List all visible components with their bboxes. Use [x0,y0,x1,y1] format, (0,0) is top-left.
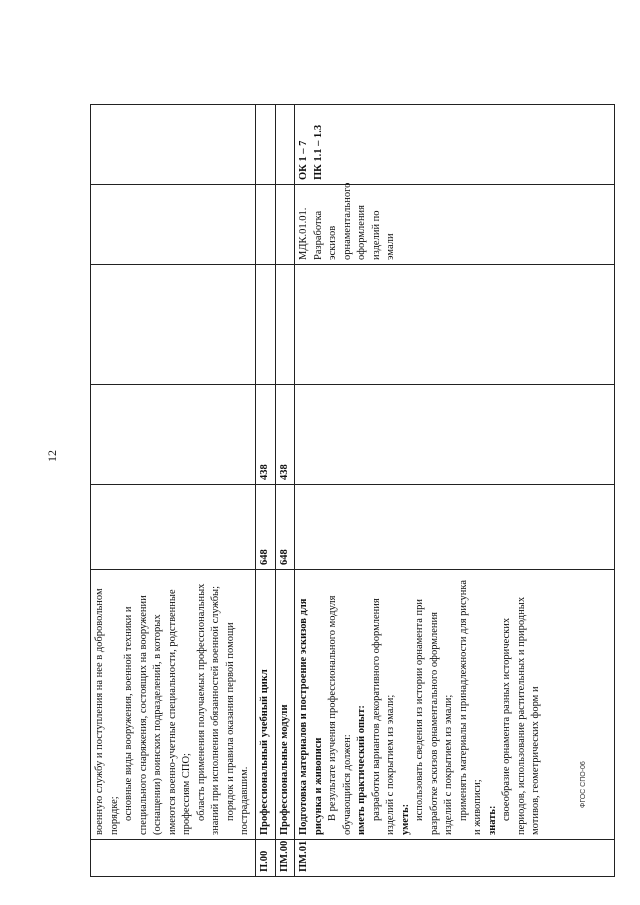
content-line: военную службу и поступления на нее в добровольном порядке; [94,588,120,835]
mdk-cell [91,185,256,265]
content-line: область применения получаемых профессиональных знаний при исполнении обязанностей военной службы; [195,583,221,835]
empty-cell [91,265,256,385]
empty-cell [255,265,275,385]
max-load-cell: 648 [255,485,275,570]
curriculum-table [90,104,615,877]
competency-ok: ОК 1 – 7 [298,140,309,180]
footer-stamp: ФГОС СПО-06 [580,761,587,808]
rotated-table-container [80,80,640,905]
code-cell: П.00 [255,840,275,877]
content-line: порядок и правила оказания первой помощи пострадавшим. [224,622,250,835]
table-row [295,105,615,877]
max-load-cell: 648 [275,485,295,570]
content-cell [295,570,615,840]
competency-pk: ПК 1.1 – 1.3 [312,124,324,180]
table-row [255,105,275,877]
experience-text: разработки вариантов декоративного оформления изделий с покрытием из эмали; [370,598,396,835]
code-cell: ПМ.00 [275,840,295,877]
title-cell: Профессиональный учебный цикл [255,570,275,840]
experience-heading: иметь практический опыт: [356,705,367,835]
obligatory-cell: 438 [275,385,295,485]
obligatory-cell: 438 [255,385,275,485]
page-number: 12 [45,450,59,462]
empty-cell [275,185,295,265]
empty-cell [255,185,275,265]
empty-cell [295,265,615,385]
empty-cell [255,105,275,185]
code-cell [91,840,256,877]
title-cell: Профессиональные модули [275,570,295,840]
code-cell: ПМ.01 [295,840,615,877]
competencies-cell [91,105,256,185]
table-row [91,105,256,877]
max-load-cell [91,485,256,570]
skill-item: применять материалы и принадлежности для рисунка и живописи; [457,579,483,835]
table-row [275,105,295,877]
mdk-cell: МДК.01.01. Разработка эскизов орнаментального оформления изделий по эмали [295,185,615,265]
obligatory-cell [295,385,615,485]
empty-cell [275,265,295,385]
competencies-cell [295,105,615,185]
obligatory-cell [91,385,256,485]
skills-heading: уметь: [399,803,411,835]
skill-item: использовать сведения из истории орнамента при разработке эскизов орнаментального оформления изделий с покрытием из эмали; [414,598,454,835]
knowledge-heading: знать: [486,805,498,835]
knowledge-text: своеобразие орнамента разных исторических периодов, использование растительных и природных мотивов, геометрических форм и [501,596,541,835]
module-intro: В результате изучения профессионального модуля обучающийся должен: [327,595,353,835]
max-load-cell [295,485,615,570]
content-line: основные виды вооружения, военной техники и специального снаряжения, состоящих на вооружении (оснащении) воинских подразделений, в которых имеются военно-учетные специальности, родственные профессиям СПО; [123,589,192,835]
content-cell [91,570,256,840]
module-title: Подготовка материалов и построение эскизов для рисунка и живописи [298,598,324,835]
empty-cell [275,105,295,185]
